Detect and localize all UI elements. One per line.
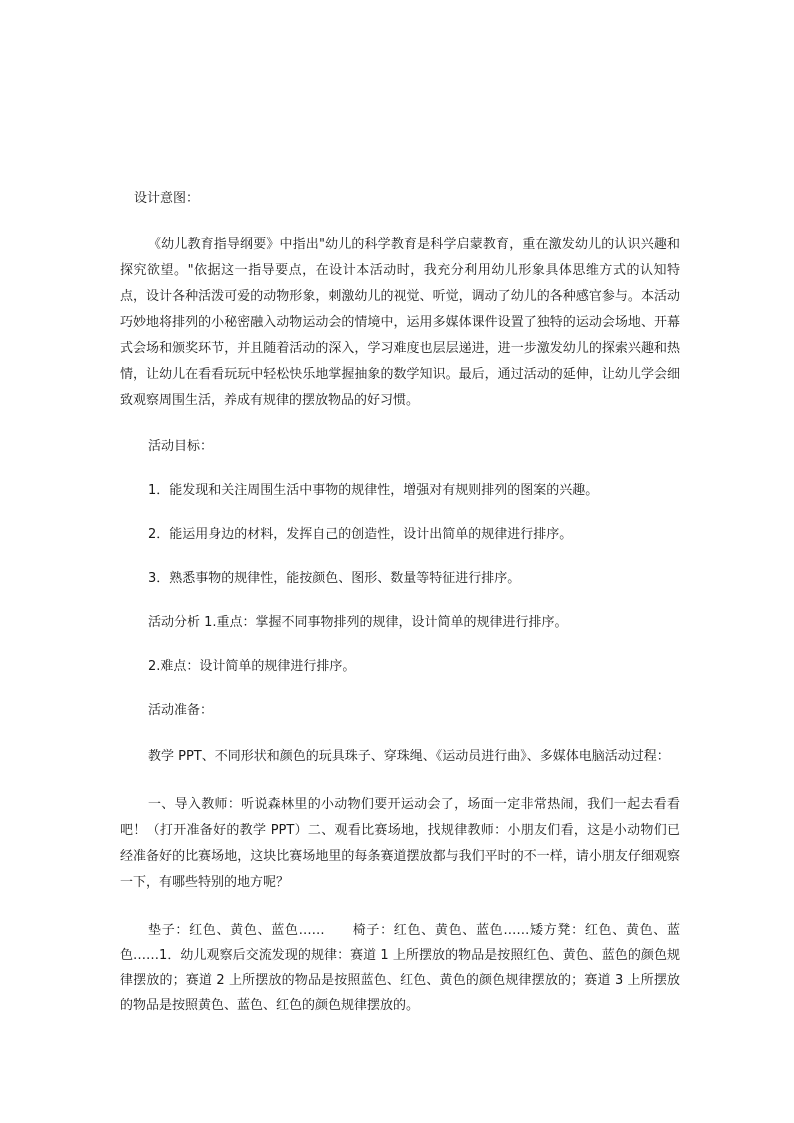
document-body (120, 188, 680, 1040)
goal-item-2: 2．能运用身边的材料，发挥自己的创造性，设计出简单的规律进行排序。 (148, 527, 573, 542)
design-intent-heading: 设计意图： (134, 191, 200, 206)
analysis-difficulty: 2.难点：设计简单的规律进行排序。 (148, 659, 356, 674)
activity-goals-heading: 活动目标： (148, 439, 214, 454)
rule-observation-paragraph: 垫子：红色、黄色、蓝色…… 椅子：红色、黄色、蓝色……矮方凳：红色、黄色、蓝色……1．幼儿观察后交流发现的规律：赛道 1 上所摆放的物品是按照红色、黄色、蓝色的颜色规律摆放的；赛道 2 上所摆放的物品是按照蓝色、红色、黄色的颜色规律摆放的；赛道 3 上所摆放的物品是按照黄色、蓝色、红色的颜色规律摆放的。 (120, 923, 680, 1013)
activity-process-paragraph: 一、导入教师：听说森林里的小动物们要开运动会了，场面一定非常热闹，我们一起去看看吧！（打开准备好的教学 PPT）二、观看比赛场地，找规律教师：小朋友们看，这是小动物们已经准备好的比赛场地，这块比赛场地里的每条赛道摆放都与我们平时的不一样，请小朋友仔细观察一下，有哪些特别的地方呢？ (120, 797, 680, 890)
design-intent-paragraph: 《幼儿教育指导纲要》中指出"幼儿的科学教育是科学启蒙教育，重在激发幼儿的认识兴趣和探究欲望。"依据这一指导要点，在设计本活动时，我充分利用幼儿形象具体思维方式的认知特点，设计各种活泼可爱的动物形象，刺激幼儿的视觉、听觉，调动了幼儿的各种感官参与。本活动巧妙地将排列的小秘密融入动物运动会的情境中，运用多媒体课件设置了独特的运动会场地、开幕式会场和颁奖环节，并且随着活动的深入，学习难度也层层递进，进一步激发幼儿的探索兴趣和热情，让幼儿在看看玩玩中轻松快乐地掌握抽象的数学知识。最后，通过活动的延伸，让幼儿学会细致观察周围生活，养成有规律的摆放物品的好习惯。 (120, 237, 680, 408)
activity-prep-paragraph: 教学 PPT、不同形状和颜色的玩具珠子、穿珠绳、《运动员进行曲》、多媒体电脑活动过程： (148, 749, 670, 764)
analysis-key-point: 活动分析 1.重点：掌握不同事物排列的规律，设计简单的规律进行排序。 (148, 615, 568, 630)
activity-prep-heading: 活动准备： (148, 703, 214, 718)
goal-item-3: 3．熟悉事物的规律性，能按颜色、图形、数量等特征进行排序。 (148, 571, 521, 586)
goal-item-1: 1．能发现和关注周围生活中事物的规律性，增强对有规则排列的图案的兴趣。 (148, 483, 599, 498)
